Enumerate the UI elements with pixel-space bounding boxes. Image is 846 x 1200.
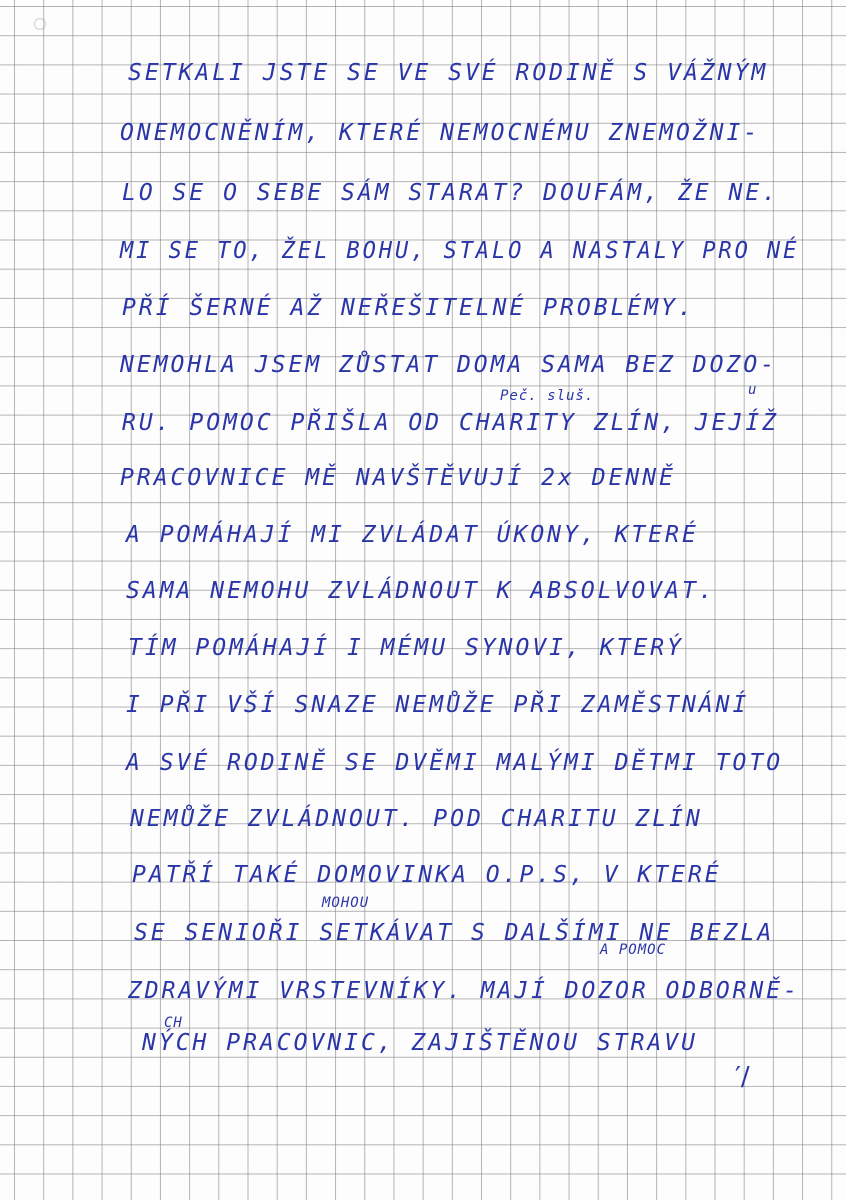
handwritten-line: PATŘÍ TAKÉ DOMOVINKA O.P.S, V KTERÉ (132, 862, 722, 888)
inserted-note: CH (164, 1015, 183, 1031)
handwritten-line: PRACOVNICE MĚ NAVŠTĚVUJÍ 2x DENNĚ (120, 465, 676, 491)
inserted-note: MOHOU (322, 895, 370, 911)
handwritten-line: A POMÁHAJÍ MI ZVLÁDAT ÚKONY, KTERÉ (126, 522, 699, 548)
inserted-note: Peč. sluš. (500, 388, 595, 404)
handwritten-line: SE SENIOŘI SETKÁVAT S DALŠÍMI NE BEZLA (134, 920, 775, 946)
handwritten-line: RU. POMOC PŘIŠLA OD CHARITY ZLÍN, JEJÍŽ (122, 410, 780, 436)
inserted-note: A POMOC (600, 942, 667, 958)
handwritten-line: I PŘI VŠÍ SNAZE NEMŮŽE PŘI ZAMĚSTNÁNÍ (126, 692, 750, 718)
handwritten-line: ZDRAVÝMI VRSTEVNÍKY. MAJÍ DOZOR ODBORNĚ- (128, 978, 800, 1004)
handwritten-line: A SVÉ RODINĚ SE DVĚMI MALÝMI DĚTMI TOTO (126, 750, 784, 776)
handwritten-line: TÍM POMÁHAJÍ I MÉMU SYNOVI, KTERÝ (128, 635, 684, 661)
handwritten-line: NEMOHLA JSEM ZŮSTAT DOMA SAMA BEZ DOZO- (120, 352, 778, 378)
handwritten-line: ONEMOCNĚNÍM, KTERÉ NEMOCNÉMU ZNEMOŽNI- (120, 120, 761, 146)
handwritten-line: NEMŮŽE ZVLÁDNOUT. POD CHARITU ZLÍN (130, 806, 703, 832)
handwritten-line: NÝCH PRACOVNIC, ZAJIŠTĚNOU STRAVU (142, 1030, 698, 1056)
handwritten-line: SETKALI JSTE SE VE SVÉ RODINĚ S VÁŽNÝM (128, 60, 769, 86)
handwritten-line: MI SE TO, ŽEL BOHU, STALO A NASTALY PRO NÉ (120, 238, 800, 264)
handwritten-line (126, 578, 716, 604)
handwritten-line: LO SE O SEBE SÁM STARAT? DOUFÁM, ŽE NE. (122, 180, 780, 206)
punch-hole (34, 18, 46, 30)
inserted-note: u (748, 382, 758, 398)
handwritten-line: PŘÍ ŠERNÉ AŽ NEŘEŠITELNÉ PROBLÉMY. (122, 295, 695, 321)
signature-mark: ′/ (735, 1062, 750, 1092)
handwritten-text: SAMA NEMOHU ZVLÁDNOUT K ABSOLVOVAT. (126, 578, 716, 604)
